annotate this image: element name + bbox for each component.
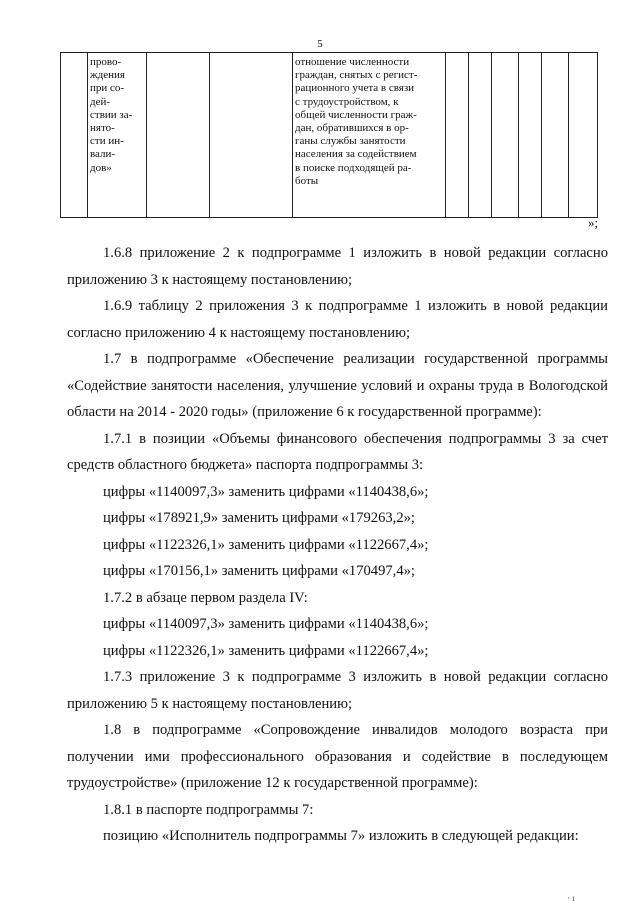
paragraph-replace: цифры «178921,9» заменить цифрами «179263,2»; [103,510,415,526]
paragraph-1-6-9: 1.6.9 таблицу 2 приложения 3 к подпрограмме 1 изложить в новой редакции согласно приложению 4 к настоящему постановлению; [67,298,608,341]
paragraph-replace: цифры «1122326,1» заменить цифрами «1122667,4»; [103,536,429,553]
document-body [67,240,608,850]
table-cell-indicator: отношение численности граждан, снятых с регист- рационного учета в связи с трудоустройством, к общей численности граж- дан, обратившихся в ор- ганы службы занятости населения за содействием в поиске подходящей ра- боты [293,53,446,218]
table-cell-empty [569,53,598,218]
paragraph-1-7-1: 1.7.1 в позиции «Объемы финансового обеспечения подпрограммы 3 за счет средств областного бюджета» паспорта подпрограммы 3: [67,430,608,473]
paragraph-1-7-2: 1.7.2 в абзаце первом раздела IV: [103,589,308,606]
table-cell-empty [542,53,569,218]
paragraph-replace: цифры «1140097,3» заменить цифрами «1140438,6»; [103,616,429,632]
table-cell-target: прово- ждения при со- дей- ствии за- нято- сти ин- вали- дов» [88,53,147,218]
paragraph-1-8: 1.8 в подпрограмме «Сопровождение инвалидов молодого возраста при получении ими профессионального образования и содействие в последующем трудоустройстве» (приложение 12 к государственной программе): [67,722,608,791]
table-cell-empty [469,53,492,218]
table-tail: »; [588,215,599,230]
paragraph-replace: цифры «170156,1» заменить цифрами «170497,4»; [103,563,415,579]
paragraph-1-7: 1.7 в подпрограмме «Обеспечение реализации государственной программы «Содействие занятости населения, улучшение условий и охраны труда в Вологодской области на 2014 - 2020 годы» (приложение 6 к государственной программе): [67,351,608,420]
table-cell-empty [210,53,293,218]
table-cell-empty [61,53,88,218]
table-row [61,53,598,218]
paragraph-replace: цифры «1140097,3» заменить цифрами «1140438,6»; [103,483,429,500]
paragraph-1-8-1: 1.8.1 в паспорте подпрограммы 7: [103,801,314,818]
paragraph-position: позицию «Исполнитель подпрограммы 7» изложить в следующей редакции: [103,828,579,844]
paragraph-1-7-3: 1.7.3 приложение 3 к подпрограмме 3 изложить в новой редакции согласно приложению 5 к настоящему постановлению; [67,669,608,712]
paragraph-1-6-8: 1.6.8 приложение 2 к подпрограмме 1 изложить в новой редакции согласно приложению 3 к настоящему постановлению; [67,245,608,288]
table-cell-empty [519,53,542,218]
table-fragment [60,52,598,218]
table-cell-empty [147,53,210,218]
table-cell-empty [492,53,519,218]
table-cell-empty [446,53,469,218]
footer-mark: · ı [567,893,575,903]
page-number: 5 [317,38,323,50]
paragraph-replace: цифры «1122326,1» заменить цифрами «1122667,4»; [103,642,429,659]
